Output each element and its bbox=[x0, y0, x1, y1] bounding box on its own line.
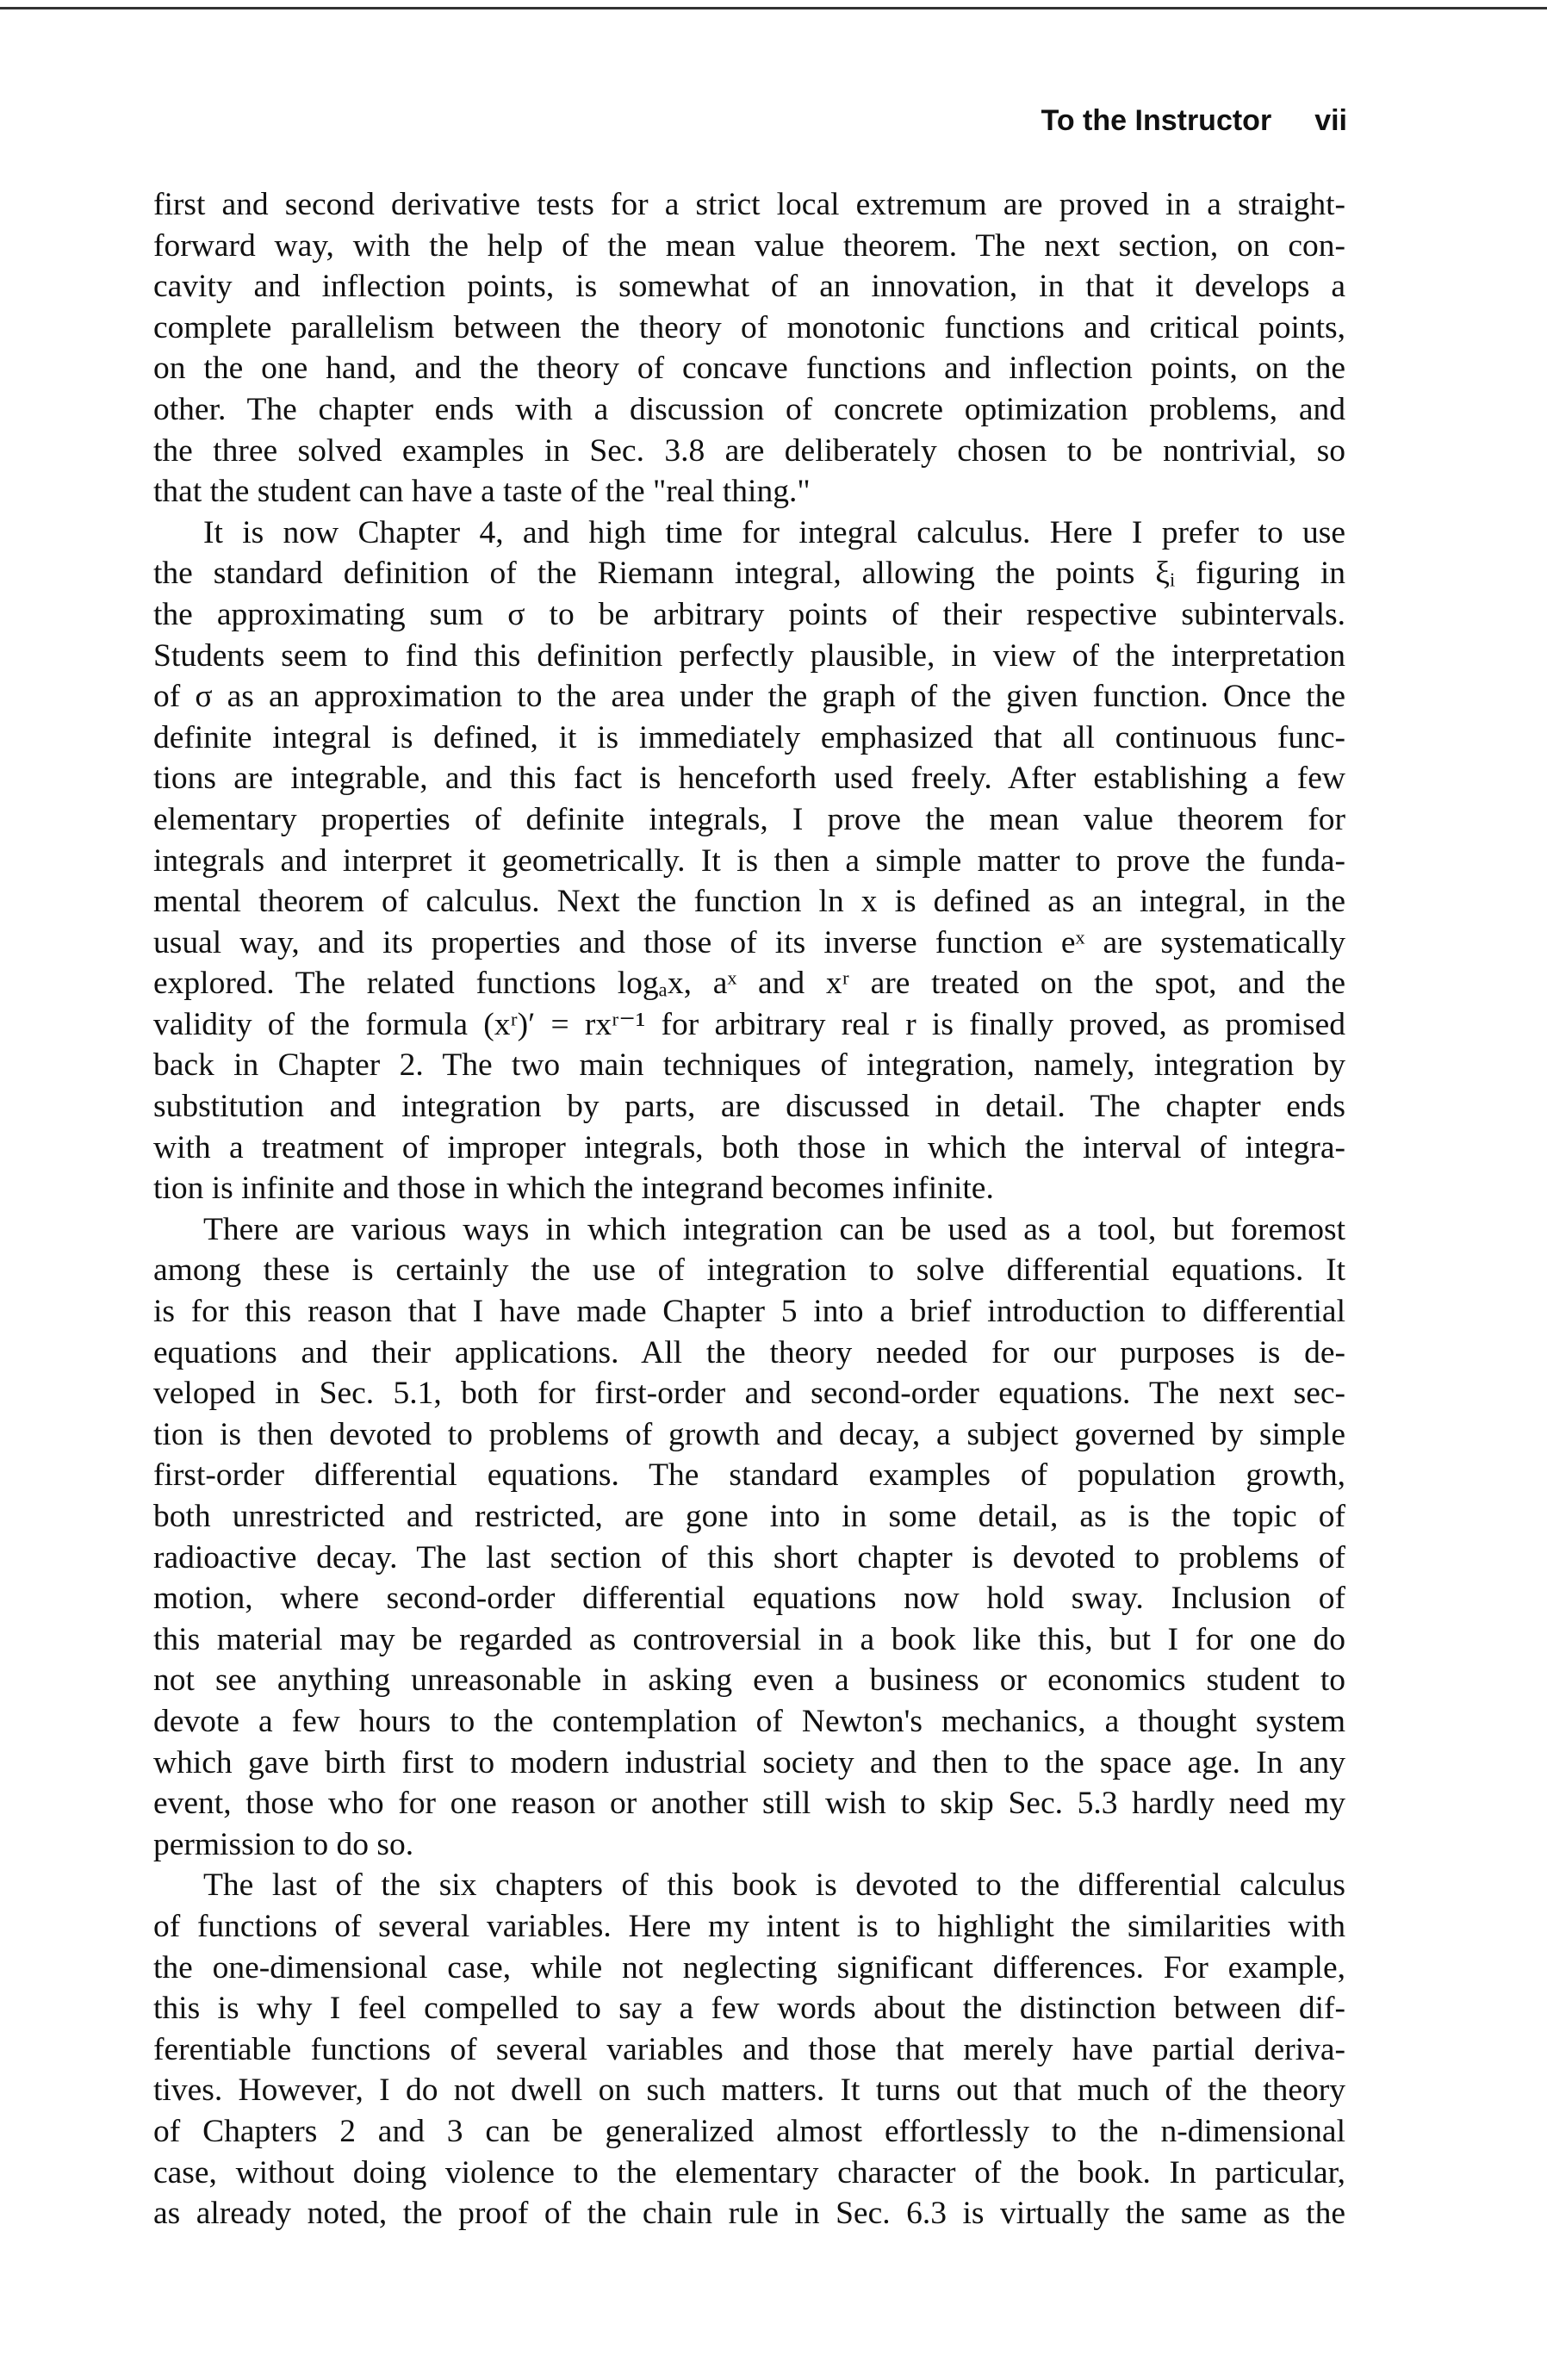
text-line: cavity and inflection points, is somewhat of an innovation, in that it develops a bbox=[153, 269, 1345, 305]
paragraph-1 bbox=[153, 184, 1345, 513]
text-line: substitution and integration by parts, are discussed in detail. The chapter ends bbox=[153, 1089, 1345, 1125]
text-line: this is why I feel compelled to say a few words about the distinction between dif- bbox=[153, 1991, 1345, 2027]
paragraph-2 bbox=[153, 513, 1345, 1209]
text-line: of σ as an approximation to the area under the graph of the given function. Once the bbox=[153, 679, 1345, 715]
text-line: usual way, and its properties and those of its inverse function eˣ are systematically bbox=[153, 924, 1345, 960]
text-line: case, without doing violence to the elementary character of the book. In particular, bbox=[153, 2154, 1345, 2190]
text-line: that the student can have a taste of the "real thing." bbox=[153, 474, 811, 510]
text-line: the one-dimensional case, while not neglecting significant differences. For example, bbox=[153, 1949, 1345, 1985]
text-line: tions are integrable, and this fact is henceforth used freely. After establishing a few bbox=[153, 761, 1345, 797]
text-line: tion is infinite and those in which the integrand becomes infinite. bbox=[153, 1171, 994, 1207]
text-line: not see anything unreasonable in asking even a business or economics student to bbox=[153, 1662, 1345, 1699]
text-line: back in Chapter 2. The two main techniques of integration, namely, integration by bbox=[153, 1047, 1345, 1084]
text-line: this material may be regarded as controversial in a book like this, but I for one do bbox=[153, 1621, 1345, 1657]
text-line: elementary properties of definite integrals, I prove the mean value theorem for bbox=[153, 801, 1345, 837]
text-line: permission to do so. bbox=[153, 1826, 414, 1862]
text-line: forward way, with the help of the mean value theorem. The next section, on con- bbox=[153, 227, 1345, 264]
text-line: integrals and interpret it geometrically. It is then a simple matter to prove the funda- bbox=[153, 842, 1345, 879]
running-head-title: To the Instructor bbox=[1041, 104, 1272, 137]
text-line: with a treatment of improper integrals, both those in which the interval of integra- bbox=[153, 1129, 1345, 1165]
paragraph-4 bbox=[153, 1865, 1345, 2234]
text-line: the standard definition of the Riemann integral, allowing the points ξᵢ figuring in bbox=[153, 556, 1345, 592]
text-line: as already noted, the proof of the chain rule in Sec. 6.3 is virtually the same as the bbox=[153, 2196, 1345, 2232]
text-line: It is now Chapter 4, and high time for integral calculus. Here I prefer to use bbox=[203, 514, 1345, 550]
text-line: motion, where second-order differential equations now hold sway. Inclusion of bbox=[153, 1581, 1345, 1617]
text-line: validity of the formula (xʳ)′ = rxʳ⁻¹ for arbitrary real r is finally proved, as promised bbox=[153, 1006, 1345, 1042]
text-line: devote a few hours to the contemplation of Newton's mechanics, a thought system bbox=[153, 1703, 1345, 1739]
text-line: tives. However, I do not dwell on such matters. It turns out that much of the theory bbox=[153, 2072, 1345, 2109]
text-line: is for this reason that I have made Chapter 5 into a brief introduction to differential bbox=[153, 1294, 1345, 1330]
text-line: complete parallelism between the theory of monotonic functions and critical points, bbox=[153, 309, 1345, 345]
text-line: among these is certainly the use of integration to solve differential equations. It bbox=[153, 1252, 1345, 1289]
text-line: The last of the six chapters of this book is devoted to the differential calculus bbox=[203, 1867, 1345, 1904]
text-line: the three solved examples in Sec. 3.8 are deliberately chosen to be nontrivial, so bbox=[153, 432, 1345, 469]
top-rule bbox=[0, 7, 1547, 9]
text-line: first and second derivative tests for a strict local extremum are proved in a straight- bbox=[153, 187, 1345, 222]
text-line: There are various ways in which integration can be used as a tool, but foremost bbox=[203, 1211, 1345, 1247]
page-number: vii bbox=[1314, 104, 1347, 137]
text-line: Students seem to find this definition perfectly plausible, in view of the interpretation bbox=[153, 637, 1345, 674]
text-line: other. The chapter ends with a discussion of concrete optimization problems, and bbox=[153, 391, 1345, 427]
text-line: of Chapters 2 and 3 can be generalized almost effortlessly to the n-dimensional bbox=[153, 2113, 1345, 2149]
paragraph-3 bbox=[153, 1209, 1345, 1866]
text-line: mental theorem of calculus. Next the function ln x is defined as an integral, in the bbox=[153, 884, 1345, 920]
text-line: on the one hand, and the theory of concave functions and inflection points, on the bbox=[153, 351, 1345, 387]
text-line: explored. The related functions logₐx, aˣ and xʳ are treated on the spot, and the bbox=[153, 966, 1345, 1002]
text-line: of functions of several variables. Here my intent is to highlight the similarities with bbox=[153, 1908, 1345, 1944]
body-text bbox=[153, 184, 1345, 2234]
text-line: first-order differential equations. The standard examples of population growth, bbox=[153, 1457, 1345, 1494]
running-head bbox=[1041, 102, 1347, 140]
text-line: equations and their applications. All the theory needed for our purposes is de- bbox=[153, 1334, 1345, 1370]
text-line: which gave birth first to modern industrial society and then to the space age. In any bbox=[153, 1744, 1345, 1780]
text-line: tion is then devoted to problems of growth and decay, a subject governed by simple bbox=[153, 1416, 1345, 1452]
text-line: the approximating sum σ to be arbitrary points of their respective subintervals. bbox=[153, 596, 1345, 632]
text-line: radioactive decay. The last section of this short chapter is devoted to problems of bbox=[153, 1539, 1345, 1575]
text-line: ferentiable functions of several variables and those that merely have partial deriva- bbox=[153, 2031, 1345, 2067]
text-line: veloped in Sec. 5.1, both for first-order and second-order equations. The next sec- bbox=[153, 1376, 1345, 1412]
text-line: both unrestricted and restricted, are gone into in some detail, as is the topic of bbox=[153, 1499, 1345, 1534]
text-line: event, those who for one reason or another still wish to skip Sec. 5.3 hardly need my bbox=[153, 1786, 1345, 1822]
text-line: definite integral is defined, it is immediately emphasized that all continuous func- bbox=[153, 719, 1345, 755]
